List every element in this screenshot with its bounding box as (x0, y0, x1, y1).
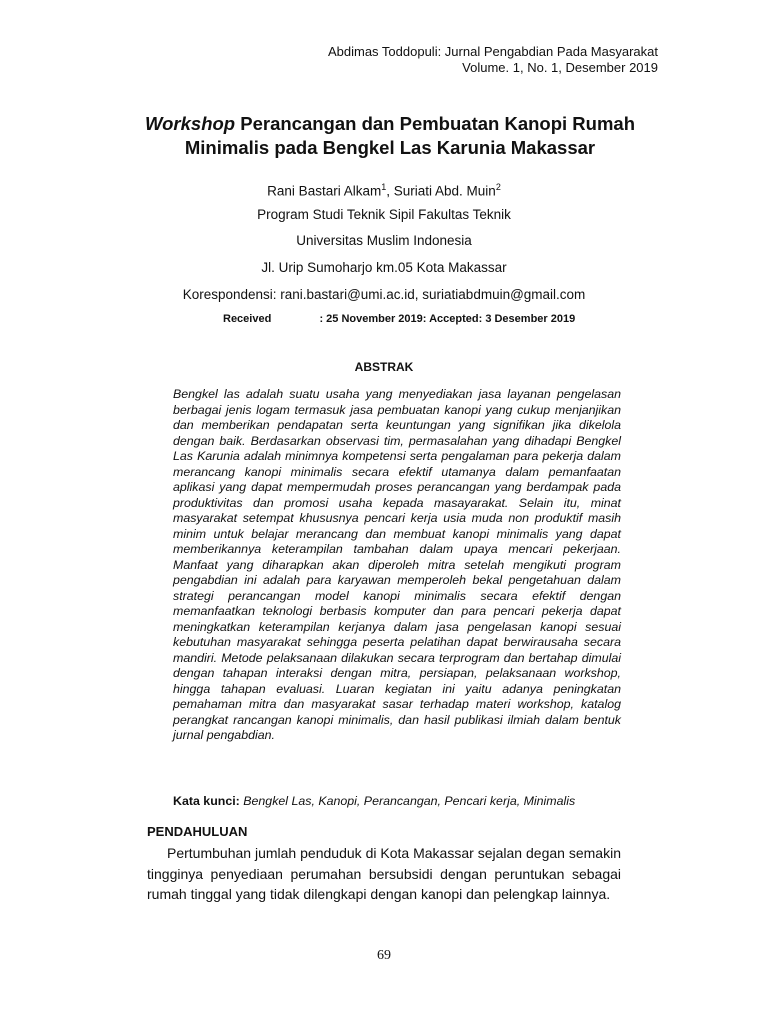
affiliation-university: Universitas Muslim Indonesia (296, 233, 472, 248)
abstract-body: Bengkel las adalah suatu usaha yang menyediakan jasa layanan pengelasan berbagai jenis logam termasuk jasa pembuatan kanopi yang cukup menjanjikan dan memberikan pendapatan serta keuntungan yang signifikan jika dikelola dengan baik. Berdasarkan observasi tim, permasalahan yang dihadapi Bengkel Las Karunia adalah minimnya kompetensi serta pengalaman para pekerja dalam merancang kanopi minimalis secara efektif utamanya dalam pemanfaatan aplikasi yang dapat mempermudah proses perancangan yang berdampak pada produktivitas dan promosi usaha kepada masayarakat. Selain itu, minat masyarakat setempat khususnya pencari kerja usia muda non produktif masih minim untuk belajar merancang dan membuat kanopi minimalis yang dapat memberikannya keterampilan tambahan dalam upaya mencari pekerjaan. Manfaat yang diharapkan akan diperoleh mitra setelah mengikuti program pengabdian ini adalah para karyawan memperoleh bekal pengetahuan dalam strategi perancangan model kanopi minimalis secara efektif dengan memanfaatkan teknologi berbasis komputer dan para pencari pekerja dapat meningkatkan keterampilan kerjanya dalam jasa pengelasan kanopi sesuai kebutuhan masyarakat sehingga peserta pelatihan dapat berwirausaha secara mandiri. Metode pelaksanaan dilakukan secara terprogram dan bertahap dimulai dengan tahapan interaksi dengan mitra, persiapan, pelaksanaan workshop, hingga tahapan evaluasi. Luaran kegiatan ini yaitu adanya peningkatan pemahaman mitra dan masyarakat sasar terhadap materi workshop, katalog perangkat rancangan kanopi minimalis, dan hasil publikasi ilmiah dalam bentuk jurnal pengabdian. (173, 387, 621, 742)
correspondence-emails: rani.bastari@umi.ac.id, suriatiabdmuin@gmail.com (280, 287, 586, 302)
journal-name: Abdimas Toddopuli: Jurnal Pengabdian Pada Masyarakat (327, 44, 658, 59)
keywords-line (173, 793, 621, 809)
author-1-affiliation-mark: 1 (381, 182, 387, 192)
affiliation-address: Jl. Urip Sumoharjo km.05 Kota Makassar (261, 260, 507, 275)
author-list (0, 178, 768, 201)
abstract-heading: ABSTRAK (354, 360, 414, 374)
paper-title (130, 112, 650, 160)
received-label: Received (223, 313, 272, 325)
correspondence-line (0, 286, 768, 304)
journal-volume: Volume. 1, No. 1, Desember 2019 (462, 60, 658, 75)
keywords-text: Bengkel Las, Kanopi, Perancangan, Pencari kerja, Minimalis (243, 794, 576, 808)
page-number: 69 (377, 948, 391, 963)
introduction-text: Pertumbuhan jumlah penduduk di Kota Makassar sejalan degan semakin tingginya penyediaan perumahan bersubsidi dengan peruntukan sebagai rumah tinggal yang tidak dilengkapi dengan kanopi dan pelengkap lainnya. (147, 845, 621, 902)
title-line-2: Minimalis pada Bengkel Las Karunia Makassar (184, 137, 596, 158)
title-italic-word: Workshop (145, 113, 236, 134)
journal-header (328, 44, 658, 76)
affiliation-program: Program Studi Teknik Sipil Fakultas Teknik (257, 207, 511, 222)
submission-dates (223, 313, 575, 325)
author-1: Rani Bastari Alkam (267, 183, 382, 199)
author-separator: , (386, 183, 394, 199)
title-line-1-rest: Perancangan dan Pembuatan Kanopi Rumah (240, 113, 635, 134)
title-line-1 (130, 112, 650, 136)
introduction-paragraph (147, 843, 621, 905)
keywords-label: Kata kunci: (173, 794, 240, 808)
author-2-affiliation-mark: 2 (495, 182, 501, 192)
received-accepted-dates: : 25 November 2019: Accepted: 3 Desember 2019 (319, 313, 576, 325)
author-2: Suriati Abd. Muin (393, 183, 496, 199)
correspondence-label: Korespondensi: (182, 287, 277, 302)
section-heading: PENDAHULUAN (147, 824, 248, 839)
